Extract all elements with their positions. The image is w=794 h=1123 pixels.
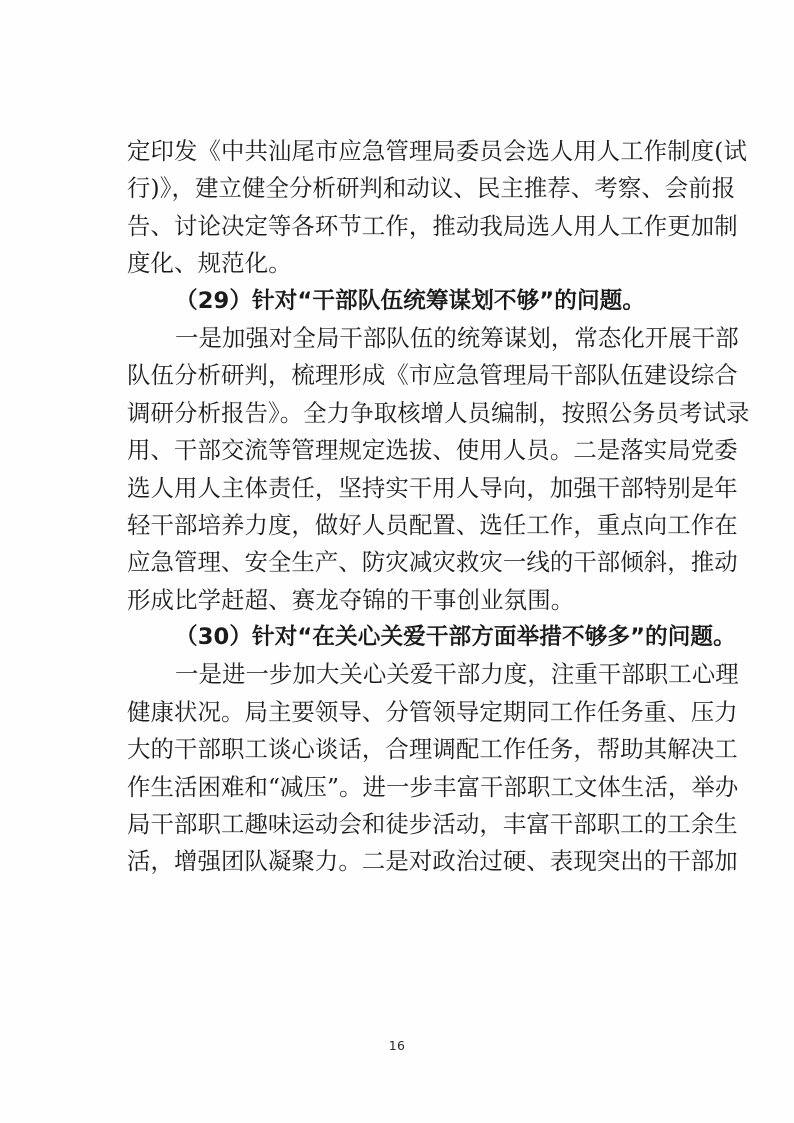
text-line: 定印发《中共汕尾市应急管理局委员会选人用人工作制度(试	[127, 137, 747, 165]
heading-line: （30）针对“在关心关爱干部方面举措不够多”的问题。	[175, 624, 736, 651]
text-line: 度化、规范化。	[127, 249, 292, 278]
text-line: 形成比学赶超、赛龙夺锦的干事创业氛围。	[127, 585, 575, 614]
text-line: 轻干部培养力度，做好人员配置、选任工作，重点向工作在	[127, 510, 738, 539]
text-line: 行)》，建立健全分析研判和动议、民主推荐、考察、会前报	[127, 174, 736, 203]
text-line: 大的干部职工谈心谈话，合理调配工作任务，帮助其解决工	[127, 735, 738, 764]
text-line: 一是进一步加大关心关爱干部力度，注重干部职工心理	[175, 660, 739, 689]
page-number: 16	[388, 1038, 406, 1053]
text-line: 作生活困难和“减压”。进一步丰富干部职工文体生活，举办	[127, 772, 739, 801]
paragraph-30-body	[127, 656, 739, 880]
heading-line: （29）针对“干部队伍统筹谋划不够”的问题。	[175, 287, 646, 314]
paragraph-continuation	[127, 133, 747, 283]
text-line: 告、讨论决定等各环节工作，推动我局选人用人工作更加制	[127, 211, 738, 240]
text-line: 队伍分析研判，梳理形成《市应急管理局干部队伍建设综合	[127, 361, 738, 390]
text-line: 健康状况。局主要领导、分管领导定期同工作任务重、压力	[127, 697, 738, 726]
text-line: 应急管理、安全生产、防灾减灾救灾一线的干部倾斜，推动	[127, 548, 738, 577]
text-line: 一是加强对全局干部队伍的统筹谋划，常态化开展干部	[175, 323, 739, 352]
section-heading-29	[127, 283, 697, 320]
text-line: 用、干部交流等管理规定选拔、使用人员。二是落实局党委	[127, 436, 738, 465]
text-line: 选人用人主体责任，坚持实干用人导向，加强干部特别是年	[127, 473, 738, 502]
text-line: 局干部职工趣味运动会和徒步活动，丰富干部职工的工余生	[127, 810, 738, 839]
text-line: 调研分析报告》。全力争取核增人员编制，按照公务员考试录	[127, 398, 750, 427]
text-line: 活，增强团队凝聚力。二是对政治过硬、表现突出的干部加	[127, 847, 738, 876]
page-content-body	[127, 133, 750, 881]
section-heading-30	[127, 619, 736, 656]
paragraph-29-body	[127, 320, 750, 619]
